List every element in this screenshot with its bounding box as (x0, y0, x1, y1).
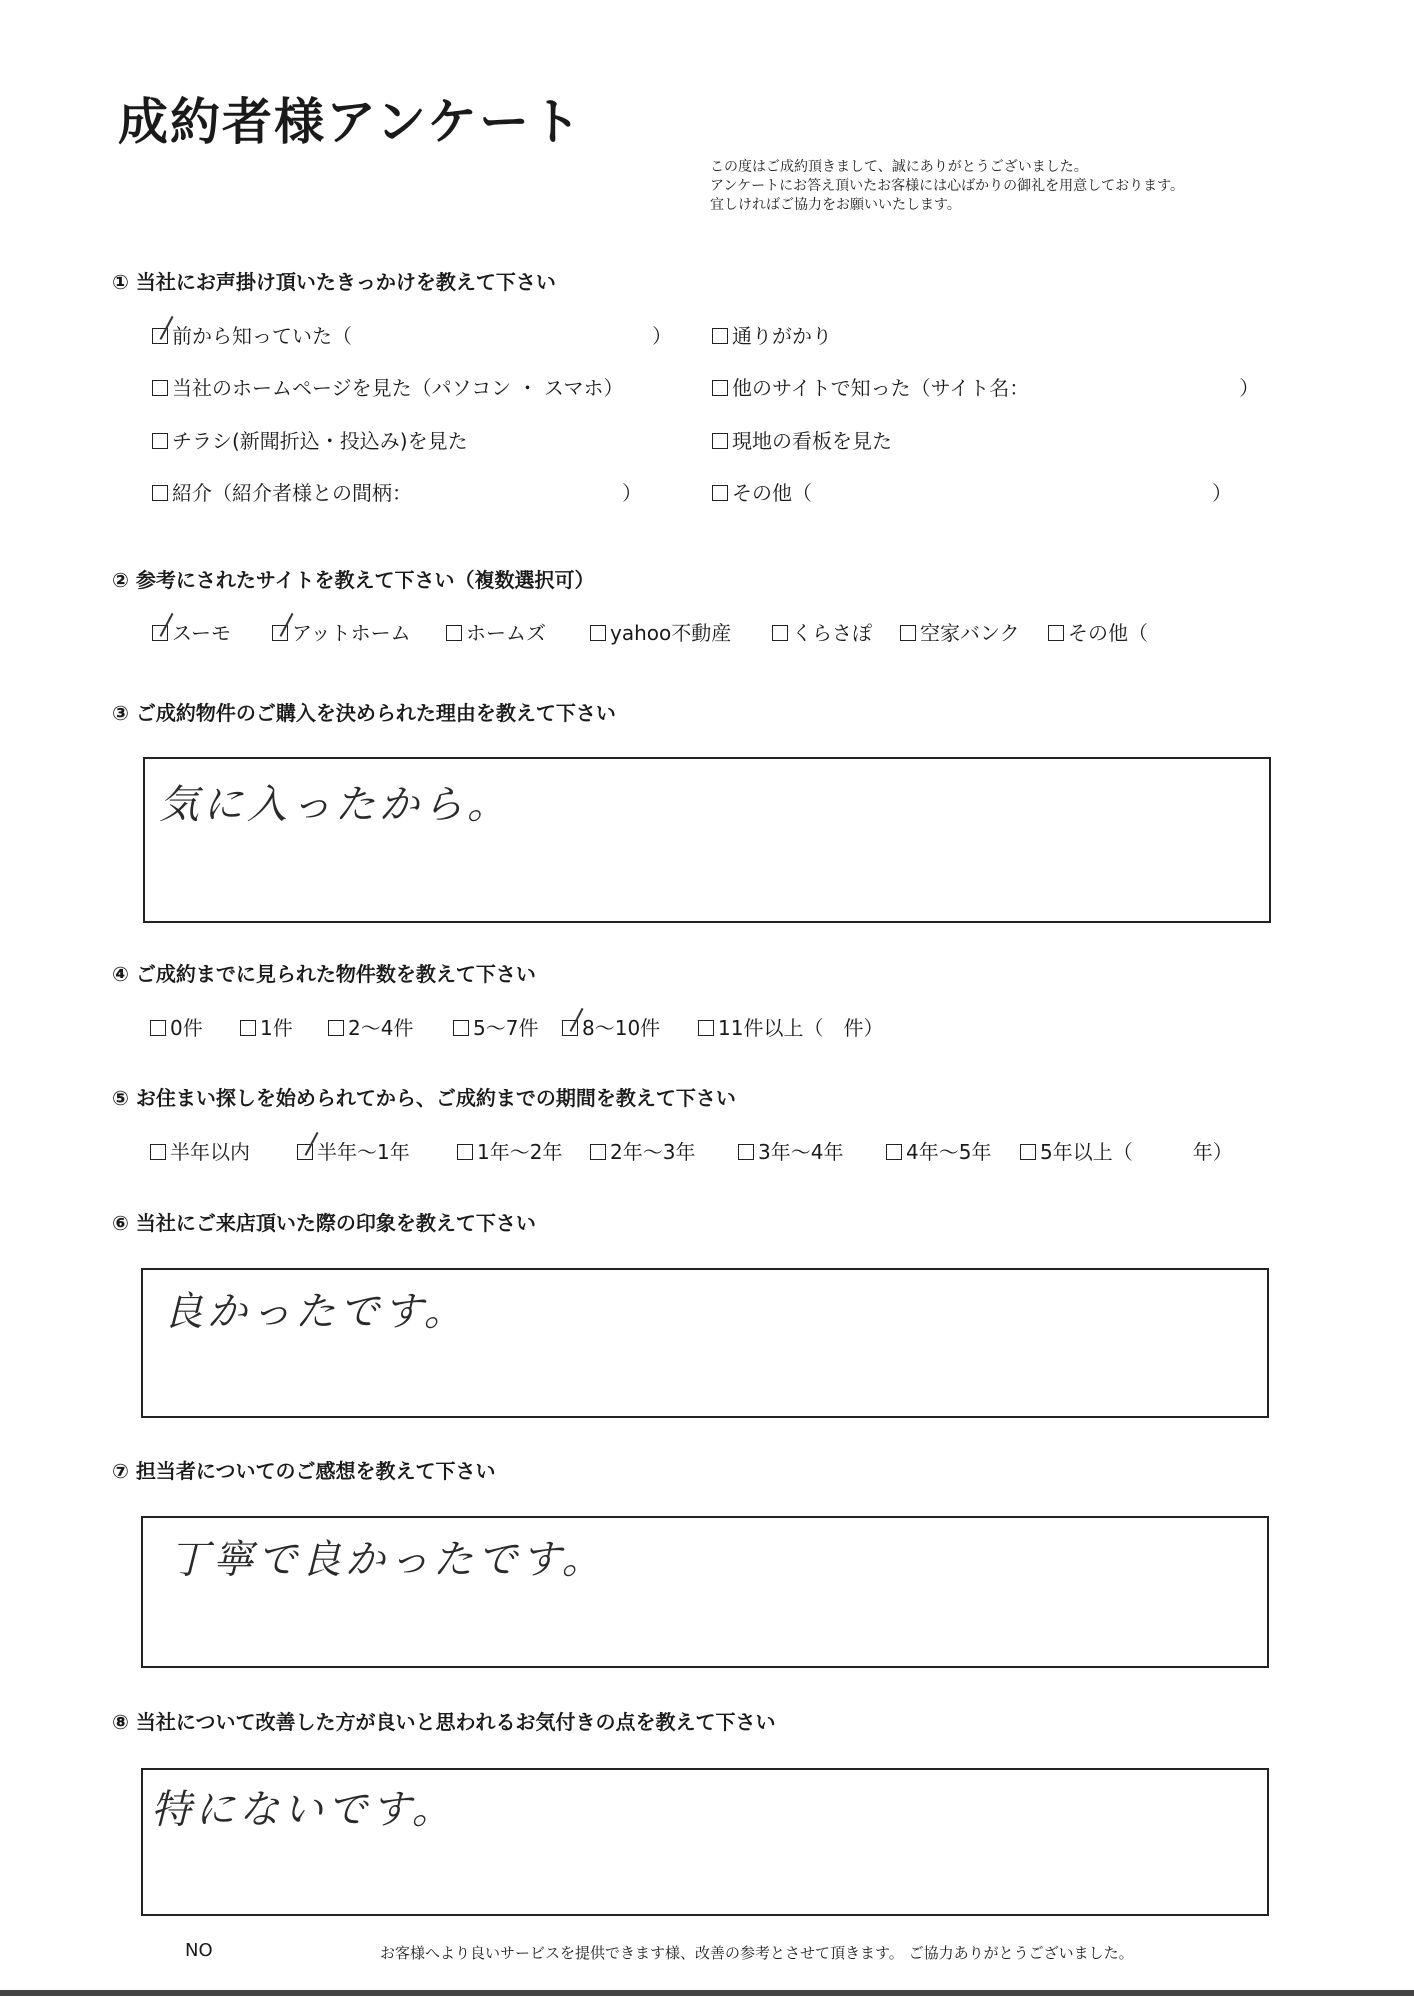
q2-option-suumo[interactable]: スーモ (152, 617, 231, 646)
checkbox[interactable] (446, 625, 462, 641)
checkbox-checked[interactable] (297, 1144, 313, 1160)
question-4-label: ④ ご成約までに見られた物件数を教えて下さい (112, 962, 536, 986)
q7-answer-text: 丁寧で良かったです。 (169, 1537, 606, 1583)
q1-option-signboard[interactable]: 現地の看板を見た (712, 425, 892, 454)
q4-option-8-10[interactable]: 8～10件 (562, 1012, 660, 1041)
q4-option-11-plus[interactable]: 11件以上（ 件） (698, 1012, 883, 1041)
checkbox[interactable] (1048, 625, 1064, 641)
checkbox[interactable] (150, 1144, 166, 1160)
checkbox[interactable] (152, 380, 168, 396)
checkbox[interactable] (712, 433, 728, 449)
checkbox[interactable] (590, 1144, 606, 1160)
checkbox[interactable] (698, 1020, 714, 1036)
bottom-edge (0, 1990, 1414, 1996)
checkbox[interactable] (772, 625, 788, 641)
checkbox-checked[interactable] (152, 625, 168, 641)
q1-option-flyer[interactable]: チラシ(新聞折込・投込み)を見た (152, 425, 468, 454)
intro-text (710, 158, 1184, 215)
q4-option-2-4[interactable]: 2～4件 (328, 1012, 413, 1041)
q6-answer-text: 良かったです。 (163, 1289, 468, 1335)
q2-option-kurasapo[interactable]: くらさぽ (772, 617, 872, 646)
q2-option-athome[interactable]: アットホーム (272, 617, 411, 646)
q5-option-within-half-year[interactable]: 半年以内 (150, 1136, 250, 1165)
checkbox-checked[interactable] (152, 328, 168, 344)
intro-line: 宜しければご協力をお願いいたします。 (710, 197, 961, 213)
q2-option-homes[interactable]: ホームズ (446, 617, 546, 646)
question-8-label: ⑧ 当社について改善した方が良いと思われるお気付きの点を教えて下さい (112, 1710, 776, 1734)
q1-option-other-site[interactable]: 他のサイトで知った（サイト名： ） (712, 372, 1259, 401)
checkbox[interactable] (1020, 1144, 1036, 1160)
checkbox[interactable] (152, 433, 168, 449)
form-number-label: NO (185, 1940, 213, 1961)
question-5-label: ⑤ お住まい探しを始められてから、ご成約までの期間を教えて下さい (112, 1086, 736, 1110)
q8-answer-box[interactable] (141, 1768, 1269, 1916)
checkbox[interactable] (328, 1020, 344, 1036)
q5-option-half-to-1-year[interactable]: 半年～1年 (297, 1136, 410, 1165)
q1-option-passing-by[interactable]: 通りがかり (712, 320, 832, 349)
checkbox[interactable] (712, 380, 728, 396)
q2-option-other[interactable]: その他（ (1048, 617, 1148, 646)
q5-option-2-3-years[interactable]: 2年～3年 (590, 1136, 695, 1165)
checkbox[interactable] (738, 1144, 754, 1160)
question-6-label: ⑥ 当社にご来店頂いた際の印象を教えて下さい (112, 1211, 536, 1235)
intro-line: この度はご成約頂きまして、誠にありがとうございました。 (710, 159, 1088, 175)
checkbox[interactable] (900, 625, 916, 641)
q2-option-yahoo[interactable]: yahoo不動産 (590, 617, 731, 646)
checkbox-checked[interactable] (272, 625, 288, 641)
question-1-label: ① 当社にお声掛け頂いたきっかけを教えて下さい (112, 270, 556, 294)
q5-option-1-2-years[interactable]: 1年～2年 (457, 1136, 562, 1165)
q1-option-homepage[interactable]: 当社のホームページを見た（パソコン ・ スマホ） (152, 372, 624, 401)
checkbox[interactable] (712, 485, 728, 501)
q5-option-5-plus-years[interactable]: 5年以上（ 年） (1020, 1136, 1233, 1165)
page-title: 成約者様アンケート (118, 93, 583, 151)
q1-option-other[interactable]: その他（ ） (712, 477, 1232, 506)
q3-answer-box[interactable] (143, 757, 1271, 923)
intro-line: アンケートにお答え頂いたお客様には心ばかりの御礼を用意しております。 (710, 178, 1185, 194)
q8-answer-text: 特にないです。 (151, 1787, 456, 1833)
q4-option-0[interactable]: 0件 (150, 1012, 203, 1041)
checkbox-checked[interactable] (562, 1020, 578, 1036)
checkbox[interactable] (150, 1020, 166, 1036)
q4-option-1[interactable]: 1件 (240, 1012, 293, 1041)
checkbox[interactable] (886, 1144, 902, 1160)
checkbox[interactable] (590, 625, 606, 641)
question-3-label: ③ ご成約物件のご購入を決められた理由を教えて下さい (112, 701, 616, 725)
checkbox[interactable] (457, 1144, 473, 1160)
q1-option-before-known[interactable]: 前から知っていた（ ） (152, 320, 672, 349)
q1-option-referral[interactable]: 紹介（紹介者様との間柄： ） (152, 477, 642, 506)
q3-answer-text: 気に入ったから。 (159, 782, 511, 828)
q5-option-4-5-years[interactable]: 4年～5年 (886, 1136, 991, 1165)
checkbox[interactable] (152, 485, 168, 501)
q2-option-akiya-bank[interactable]: 空家バンク (900, 617, 1020, 646)
checkbox[interactable] (240, 1020, 256, 1036)
q4-option-5-7[interactable]: 5～7件 (453, 1012, 538, 1041)
footer-message: お客様へより良いサービスを提供できます様、改善の参考とさせて頂きます。 ご協力ありがとうございました。 (380, 1944, 1134, 1962)
q6-answer-box[interactable] (141, 1268, 1269, 1418)
q7-answer-box[interactable] (141, 1516, 1269, 1668)
checkbox[interactable] (712, 328, 728, 344)
checkbox[interactable] (453, 1020, 469, 1036)
question-2-label: ② 参考にされたサイトを教えて下さい（複数選択可） (112, 568, 595, 592)
question-7-label: ⑦ 担当者についてのご感想を教えて下さい (112, 1459, 496, 1483)
q5-option-3-4-years[interactable]: 3年～4年 (738, 1136, 843, 1165)
